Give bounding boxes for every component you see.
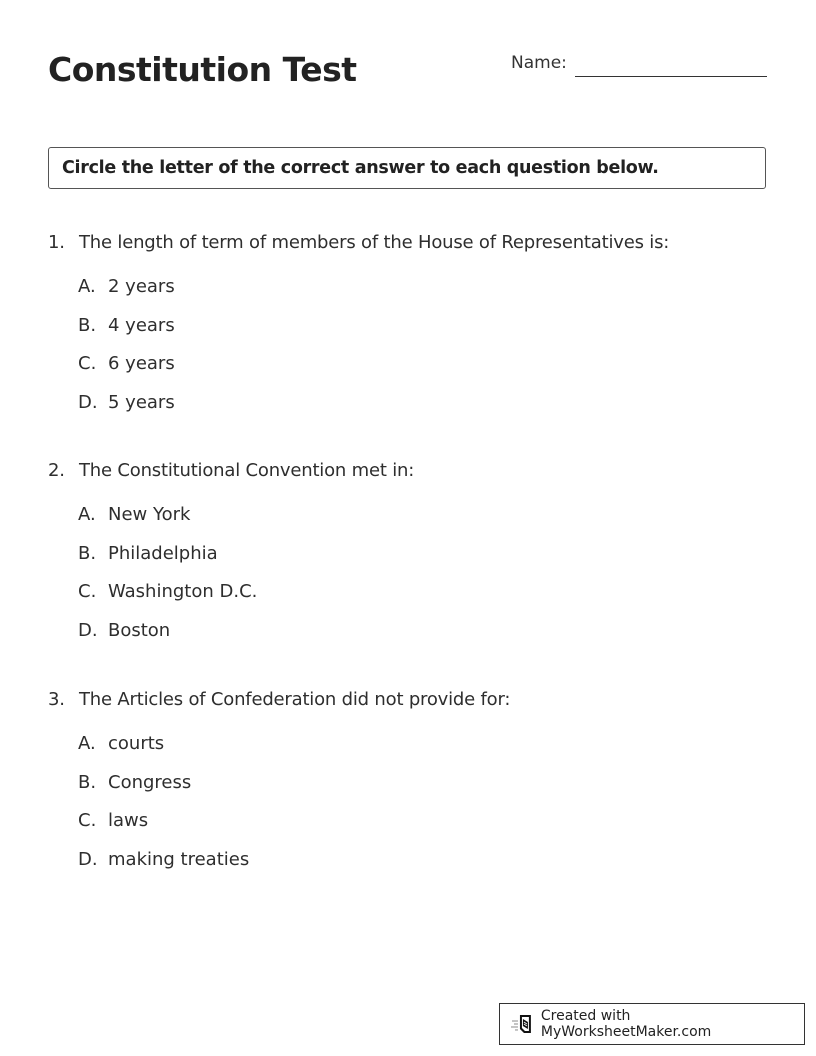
option-letter[interactable]: A. <box>78 275 96 297</box>
instructions-box: Circle the letter of the correct answer to each question below. <box>48 147 766 189</box>
option-text: Boston <box>108 619 171 641</box>
option-letter[interactable]: D. <box>78 848 98 870</box>
name-field <box>511 52 767 74</box>
question-text: The Constitutional Convention met in: <box>79 460 415 481</box>
option-item[interactable] <box>78 383 669 422</box>
option-letter[interactable]: B. <box>78 314 97 336</box>
question-number: 2. <box>48 460 65 481</box>
option-text: Philadelphia <box>108 542 218 564</box>
question-1 <box>48 232 669 422</box>
option-item[interactable] <box>78 495 414 534</box>
option-letter[interactable]: A. <box>78 503 96 525</box>
option-item[interactable] <box>78 611 414 650</box>
option-item[interactable] <box>78 267 669 306</box>
question-number: 3. <box>48 689 65 710</box>
question-number: 1. <box>48 232 65 253</box>
option-item[interactable] <box>78 306 669 345</box>
option-text: 4 years <box>108 314 175 336</box>
footer-text: Created with MyWorksheetMaker.com <box>540 1008 712 1040</box>
option-letter[interactable]: C. <box>78 581 97 603</box>
option-list <box>48 495 414 650</box>
option-letter[interactable]: B. <box>78 542 97 564</box>
option-letter[interactable]: B. <box>78 771 97 793</box>
option-item[interactable] <box>78 344 669 383</box>
worksheet-logo-icon <box>511 1013 535 1035</box>
option-letter[interactable]: C. <box>78 353 97 375</box>
option-text: 6 years <box>108 353 175 375</box>
question-prompt <box>48 232 669 253</box>
option-list <box>48 724 510 879</box>
option-item[interactable] <box>78 763 510 802</box>
option-list <box>48 267 669 422</box>
question-prompt <box>48 689 510 710</box>
option-item[interactable] <box>78 801 510 840</box>
option-text: Washington D.C. <box>108 581 258 603</box>
option-item[interactable] <box>78 572 414 611</box>
option-text: courts <box>108 732 165 754</box>
option-text: 5 years <box>108 391 175 413</box>
option-text: New York <box>108 503 191 525</box>
name-blank-line <box>575 76 767 77</box>
option-item[interactable] <box>78 534 414 573</box>
question-2 <box>48 460 414 650</box>
option-letter[interactable]: C. <box>78 810 97 832</box>
question-3 <box>48 689 510 879</box>
option-letter[interactable]: A. <box>78 732 96 754</box>
option-text: Congress <box>108 771 192 793</box>
option-item[interactable] <box>78 724 510 763</box>
page-title: Constitution Test <box>48 50 357 89</box>
option-item[interactable] <box>78 840 510 879</box>
option-letter[interactable]: D. <box>78 619 98 641</box>
question-text: The length of term of members of the House of Representatives is: <box>79 232 670 253</box>
footer-badge[interactable] <box>499 1003 805 1045</box>
option-text: making treaties <box>108 848 250 870</box>
name-label: Name: <box>511 53 567 73</box>
question-prompt <box>48 460 414 481</box>
option-text: 2 years <box>108 275 175 297</box>
option-letter[interactable]: D. <box>78 391 98 413</box>
option-text: laws <box>108 810 149 832</box>
question-text: The Articles of Confederation did not provide for: <box>79 689 511 710</box>
